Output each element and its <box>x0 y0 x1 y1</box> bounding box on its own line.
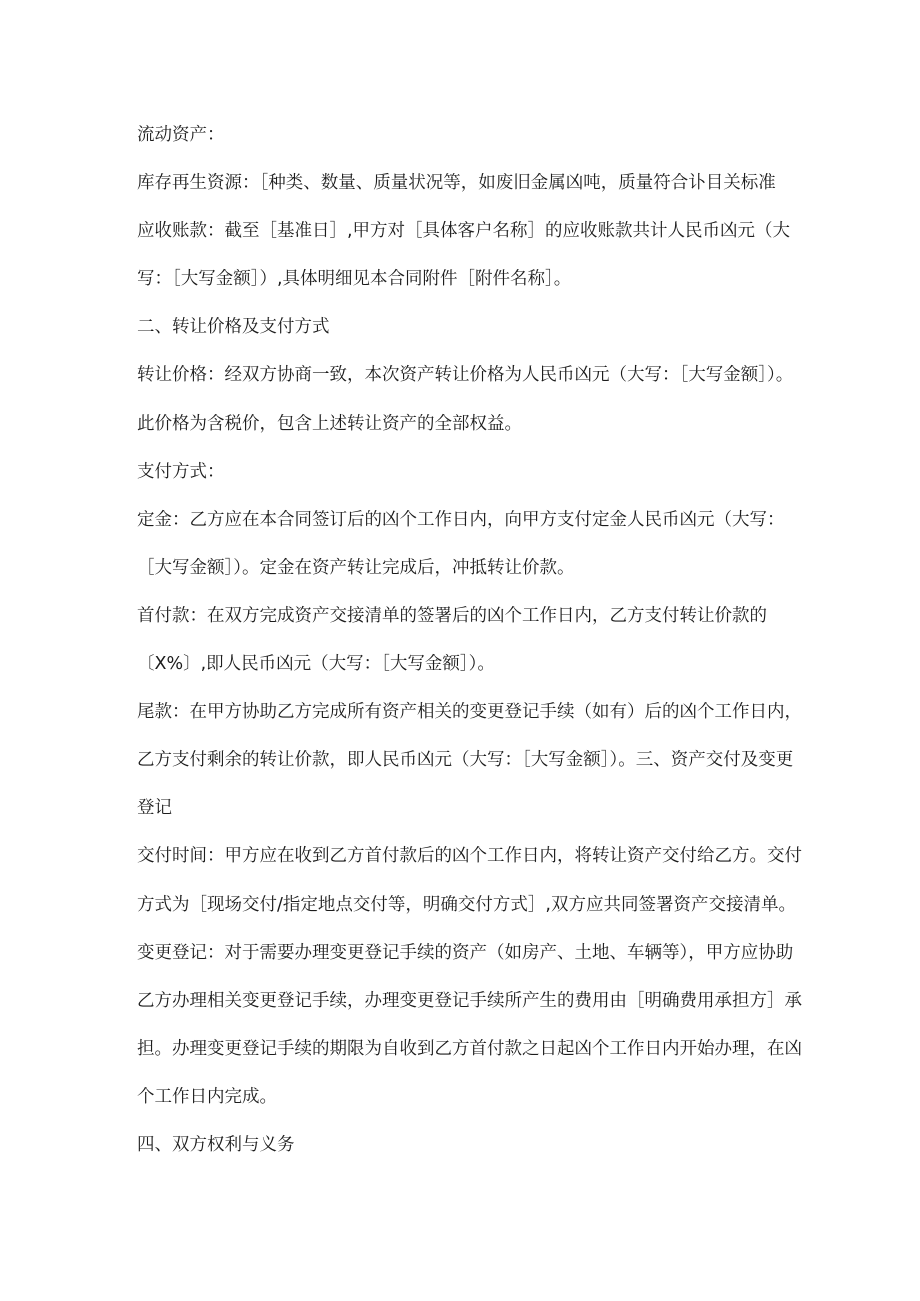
text-line: 尾款：在甲方协助乙方完成所有资产相关的变更登记手续（如有）后的凶个工作日内， <box>137 702 802 723</box>
text-line: 此价格为含税价，包含上述转让资产的全部权益。 <box>137 413 522 434</box>
text-line: 写：［大写金额］）,具体明细见本合同附件［附件名称］。 <box>137 269 572 290</box>
text-line: 变更登记：对于需要办理变更登记手续的资产（如房产、土地、车辆等），甲方应协助 <box>137 942 794 963</box>
text-line: 登记 <box>137 798 172 819</box>
section-heading: 四、双方权利与义务 <box>137 1134 295 1155</box>
text-line: 定金：乙方应在本合同签订后的凶个工作日内，向甲方支付定金人民币凶元（大写： <box>137 509 785 530</box>
text-line: 〔X%〕,即人民币凶元（大写：［大写金额］）。 <box>137 654 495 675</box>
text-line: ［大写金额］）。定金在资产转让完成后，冲抵转让价款。 <box>137 557 575 578</box>
text-line: 转让价格：经双方协商一致，本次资产转让价格为人民币凶元（大写：［大写金额］）。 <box>137 365 794 386</box>
document-body <box>137 111 837 1169</box>
text-line: 乙方办理相关变更登记手续，办理变更登记手续所产生的费用由［明确费用承担方］承 <box>137 990 802 1011</box>
text-line: 交付时间：甲方应在收到乙方首付款后的凶个工作日内，将转让资产交付给乙方。交付 <box>137 846 802 867</box>
text-line: 个工作日内完成。 <box>137 1086 277 1107</box>
text-line-current-assets-label: 流动资产： <box>137 125 225 145</box>
section-heading: 二、转让价格及支付方式 <box>137 317 330 338</box>
text-line: 应收账款：截至［基准日］,甲方对［具体客户名称］的应收账款共计人民币凶元（大 <box>137 221 791 242</box>
text-line: 方式为［现场交付/指定地点交付等，明确交付方式］,双方应共同签署资产交接清单。 <box>137 894 796 915</box>
text-line: 库存再生资源：［种类、数量、质量状况等，如废旧金属凶吨，质量符合讣目关标准 <box>137 173 776 194</box>
text-line: 乙方支付剩余的转让价款，即人民币凶元（大写：［大写金额］）。三、资产交付及变更 <box>137 750 794 771</box>
text-line: 担。办理变更登记手续的期限为自收到乙方首付款之日起凶个工作日内开始办理，在凶 <box>137 1038 802 1059</box>
text-line: 首付款：在双方完成资产交接清单的签署后的凶个工作日内，乙方支付转让价款的 <box>137 605 767 626</box>
text-line-payment-method-label: 支付方式： <box>137 461 225 482</box>
